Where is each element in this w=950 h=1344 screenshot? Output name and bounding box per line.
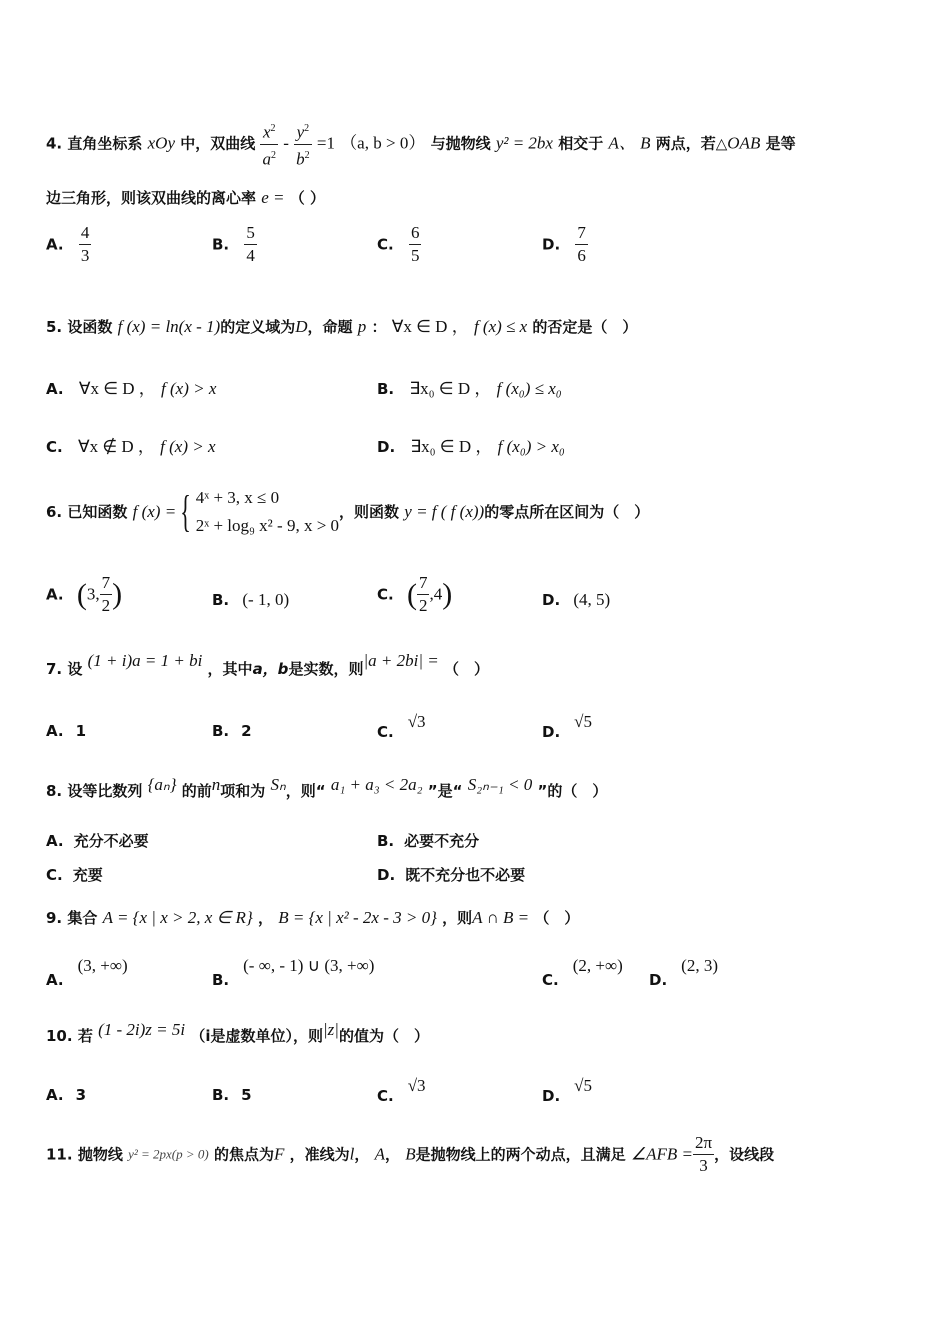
proposition: ∀x ∈ D ， [391,317,469,336]
parabola-equation: y² = 2px(p > 0) [128,1146,209,1162]
option-b[interactable]: B. (- 1, 0) [212,590,290,609]
question-10: 10. 若 (1 - 2i)z = 5i （i是虚数单位），则|z|的值为（ ） [46,1020,429,1045]
set-a: A = {x | x > 2, x ∈ R} [102,908,253,927]
question-5: 5. 设函数 f (x) = ln(x - 1)的定义域为D，命题 p ： ∀x ∈ D ， f (x) ≤ x 的否定是（ ） [46,317,638,336]
piecewise-cases: 4ˣ + 3, x ≤ 0 2ˣ + log₉ x² - 9, x > 0 [195,488,340,535]
question-number: 6. [46,503,63,521]
function-definition: f (x) = ln(x - 1) [117,317,221,336]
question-number: 11. [46,1145,73,1164]
condition: （a, b > 0） [340,133,426,153]
intersection-points: A、 B [608,133,651,153]
hyperbola-x-term: $\frac{x^2}{a^2}$ [260,118,278,170]
coordinate-system: xOy [147,133,175,153]
question-8: 8. 设等比数列 {aₙ} 的前n项和为 Sₙ，则“ a₁ + a₃ < 2a₂ ”是“ S₂ₙ₋₁ < 0 ”的（ ） [46,775,608,800]
question-9: 9. 集合 A = {x | x > 2, x ∈ R} ， B = {x | x² - 2x - 3 > 0} ，则A ∩ B = （ ） [46,908,580,927]
question-number: 5. [46,318,63,336]
option-a[interactable]: A.(3, +∞) [46,956,128,989]
option-d[interactable]: D. (4, 5) [542,590,611,609]
equation: (1 + i)a = 1 + bi [87,651,203,670]
option-d[interactable]: D.(2, 3) [649,956,718,989]
option-b[interactable]: B. $\frac{5}{4}$ [212,223,255,265]
option-d[interactable]: D. 既不充分也不必要 [377,866,526,884]
equation: (1 - 2i)z = 5i [98,1020,186,1039]
option-d[interactable]: D.√5 [542,1076,592,1105]
option-b[interactable]: B. 2 [212,722,252,740]
option-b[interactable]: B. 必要不充分 [377,832,480,850]
option-a[interactable]: A. 充分不必要 [46,832,149,850]
option-c[interactable]: C. 充要 [46,866,103,884]
set-b: B = {x | x² - 2x - 3 > 0} [278,908,437,927]
option-c[interactable]: C.(2, +∞) [542,956,623,989]
triangle-label: OAB [727,133,761,153]
question-number: 7. [46,660,63,678]
option-b[interactable]: B.(- ∞, - 1) ∪ (3, +∞) [212,956,375,989]
option-a[interactable]: A. 1 [46,722,87,740]
hyperbola-y-term: $\frac{y^2}{b^2}$ [294,118,312,170]
option-c[interactable]: C. ∀x ∉ D ， f (x) > x [46,437,216,456]
option-c[interactable]: C.√3 [377,712,426,741]
question-6: 6. 已知函数 f (x) = { 4ˣ + 3, x ≤ 0 2ˣ + log₉ x² - 9, x > 0 ，则函数 y = f ( f (x))的零点所在区间为（ ） [46,484,649,540]
question-7: 7. 设 (1 + i)a = 1 + bi ，其中a，b是实数，则|a + 2bi| = （ ） [46,651,489,678]
option-c[interactable]: C. $\frac{6}{5}$ [377,223,420,265]
option-b[interactable]: B. 5 [212,1086,252,1104]
option-a[interactable]: A. 3 [46,1086,87,1104]
question-4-line-2: 边三角形，则该双曲线的离心率 e = （ ） [46,188,325,207]
option-a[interactable]: A. $\frac{4}{3}$ [46,223,90,265]
option-d[interactable]: D. $\frac{7}{6}$ [542,223,586,265]
question-number: 9. [46,909,63,927]
option-a[interactable]: A. ∀x ∈ D ， f (x) > x [46,379,217,398]
option-c[interactable]: C.√3 [377,1076,426,1105]
option-d[interactable]: D.√5 [542,712,592,741]
question-number: 10. [46,1027,73,1045]
eccentricity: e = [261,188,285,207]
parabola-equation: y² = 2bx [495,133,553,153]
question-number: 8. [46,782,63,800]
question-4-line-1: 4. 直角坐标系 xOy 中，双曲线 $\frac{x^2}{a^2}$ - $\frac{y^2}{b^2}$ =1 （a, b > 0） 与抛物线 y² = 2bx 相交于 A、 B 两点，若△OAB 是等 [46,118,796,158]
option-d[interactable]: D. ∃x₀ ∈ D ， f (x₀) > x₀ [377,437,565,456]
question-11: 11. 抛物线 y² = 2px(p > 0) 的焦点为F ，准线为l， A， B是抛物线上的两个动点，且满足 ∠AFB = $\frac{2\pi}{3}$ ，设线段 [46,1133,775,1175]
option-c[interactable]: C. ( $\frac{7}{2}$ ,4) [377,573,453,615]
question-number: 4. [46,134,63,153]
option-b[interactable]: B. ∃x₀ ∈ D ， f (x₀) ≤ x₀ [377,379,562,398]
option-a[interactable]: A. (3, $\frac{7}{2}$ ) [46,573,123,615]
